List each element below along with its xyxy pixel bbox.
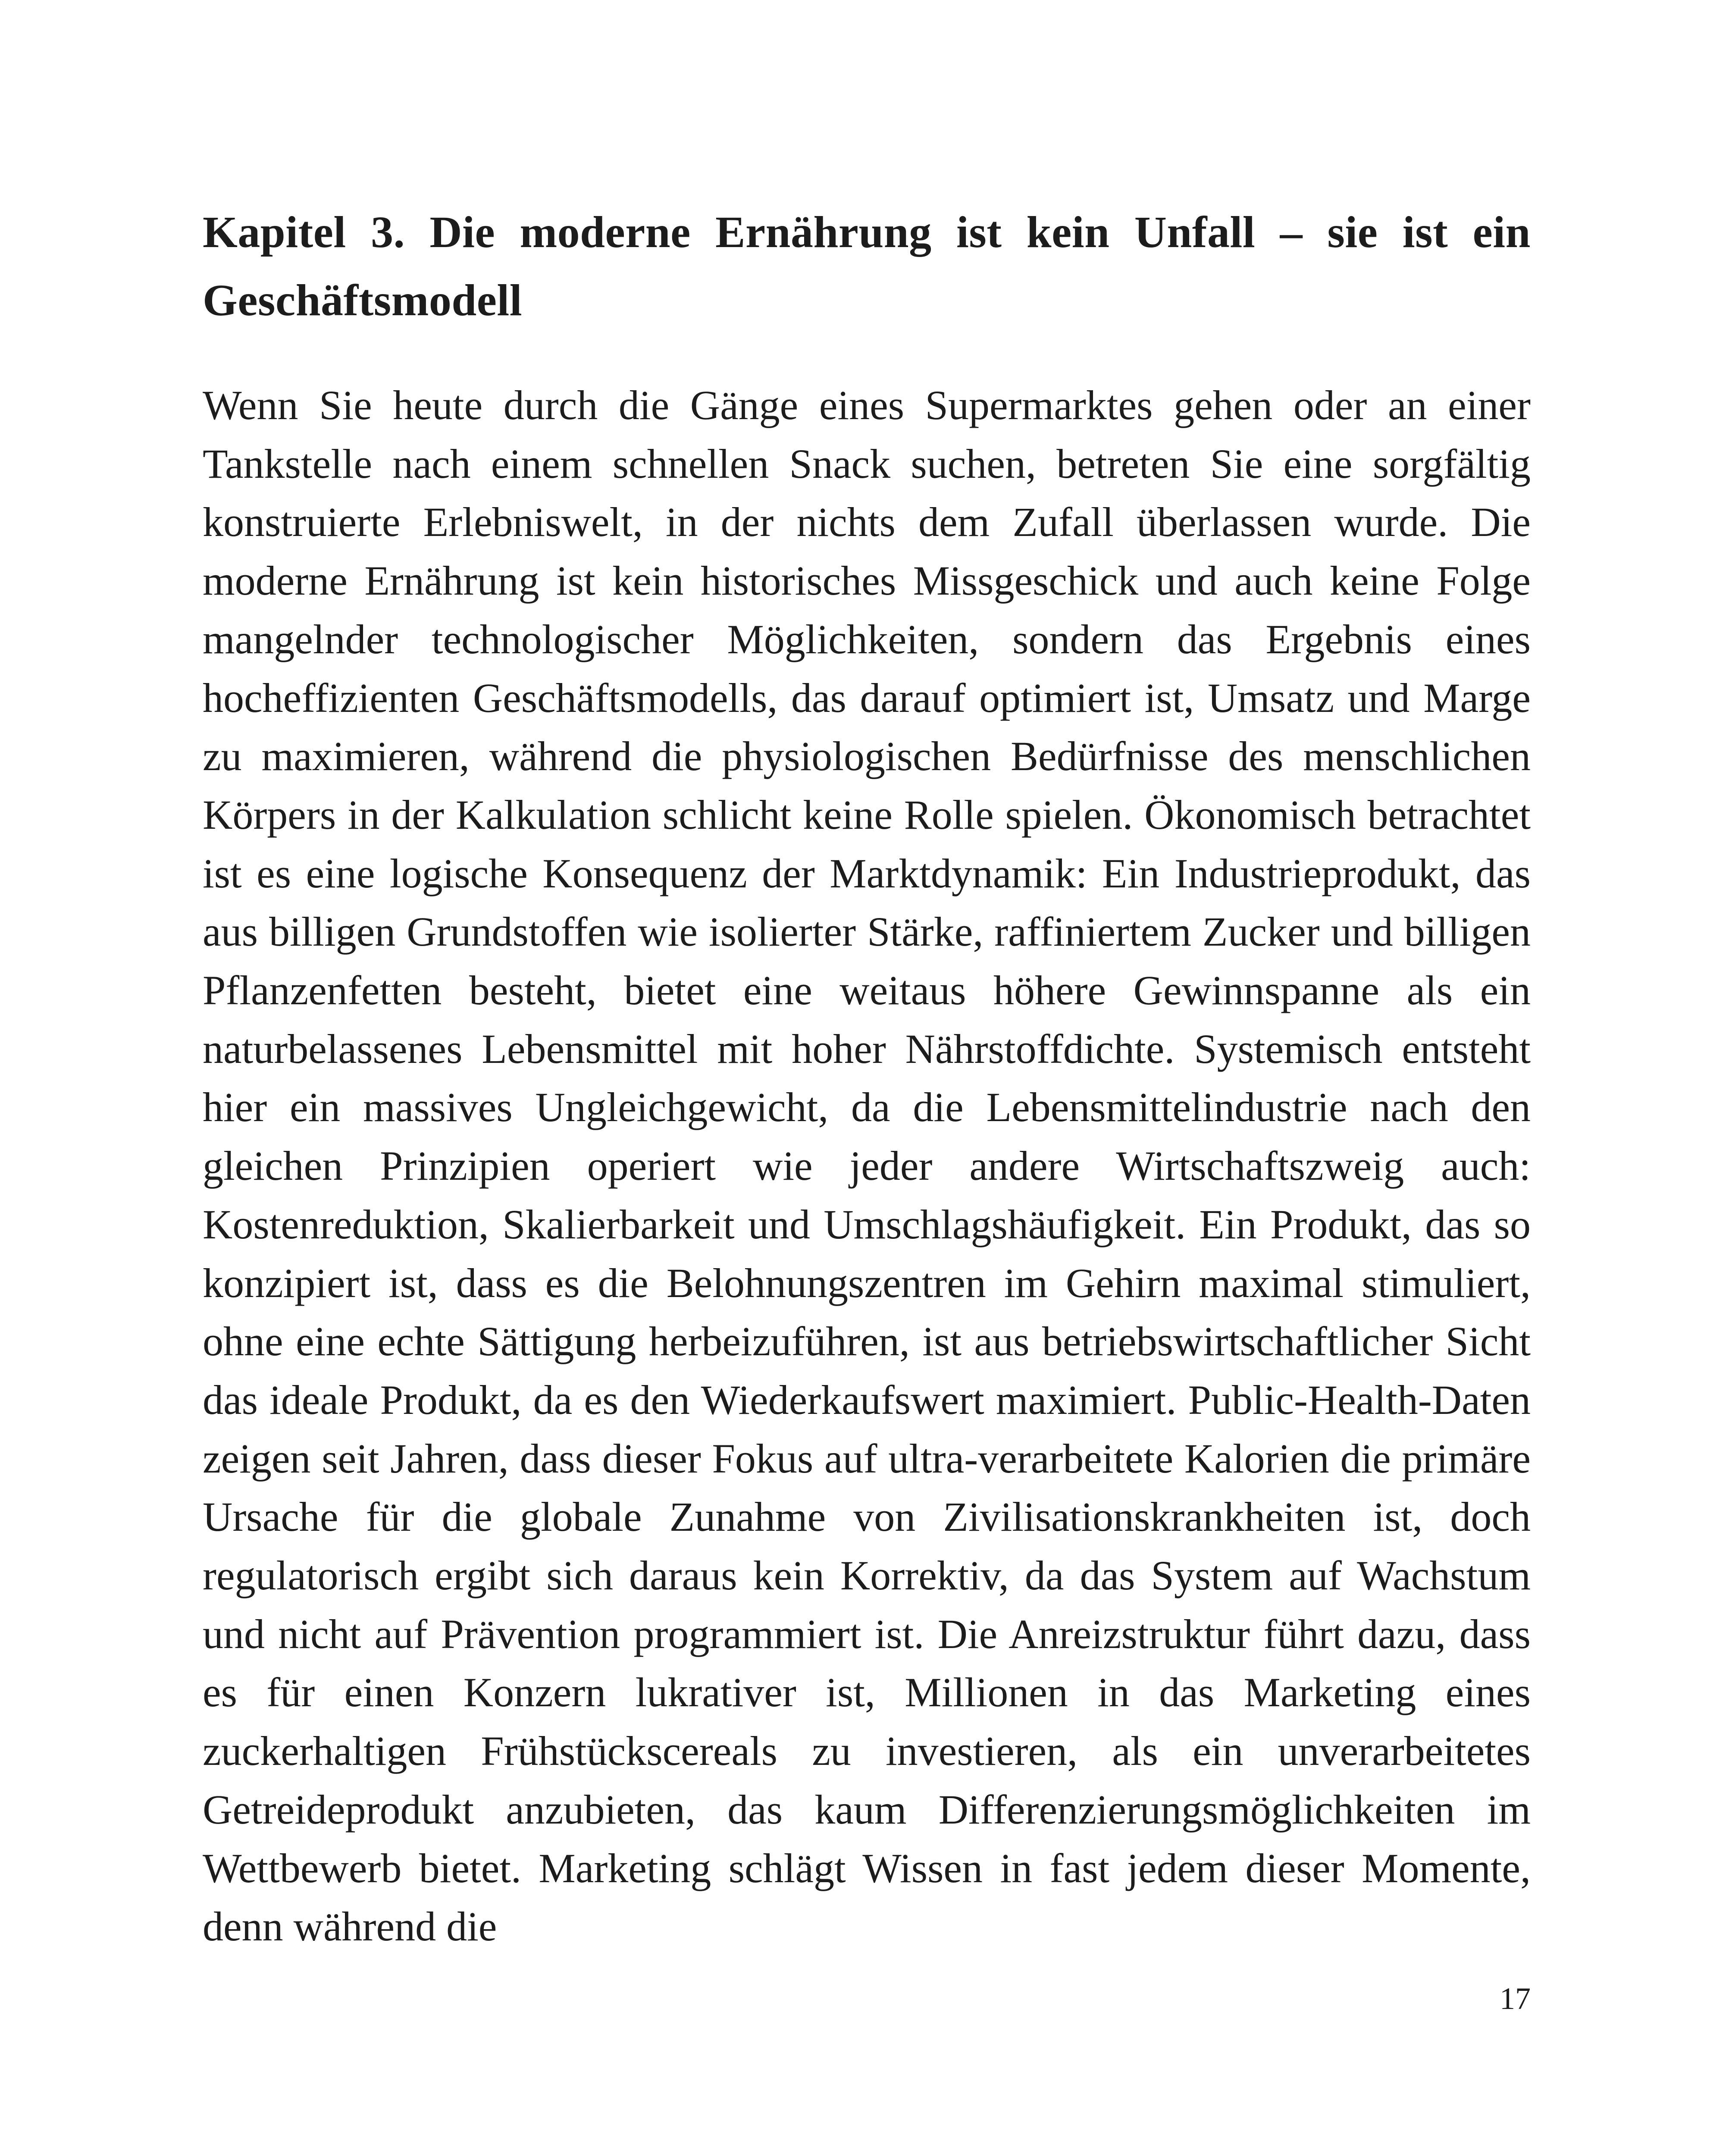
page-number: 17 [1500,1981,1531,2016]
body-paragraph: Wenn Sie heute durch die Gänge eines Supermarktes gehen oder an einer Tankstelle nach einem schnellen Snack suchen, betreten Sie eine sorgfältig konstruierte Erlebniswelt, in der nichts dem Zufall überlassen wurde. Die moderne Ernährung ist kein historisches Missgeschick und auch keine Folge mangelnder technologischer Möglichkeiten, sondern das Ergebnis eines hocheffizienten Geschäftsmodells, das darauf optimiert ist, Umsatz und Marge zu maximieren, während die physiologischen Bedürfnisse des menschlichen Körpers in der Kalkulation schlicht keine Rolle spielen. Ökonomisch betrachtet ist es eine logische Konsequenz der Marktdynamik: Ein Industrieprodukt, das aus billigen Grundstoffen wie isolierter Stärke, raffiniertem Zucker und billigen Pflanzenfetten besteht, bietet eine weitaus höhere Gewinnspanne als ein naturbelassenes Lebensmittel mit hoher Nährstoffdichte. Systemisch entsteht hier ein massives Ungleichgewicht, da die Lebensmittelindustrie nach den gleichen Prinzipien operiert wie jeder andere Wirtschaftszweig auch: Kostenreduktion, Skalierbarkeit und Umschlagshäufigkeit. Ein Produkt, das so konzipiert ist, dass es die Belohnungszentren im Gehirn maximal stimuliert, ohne eine echte Sättigung herbeizuführen, ist aus betriebswirtschaftlicher Sicht das ideale Produkt, da es den Wiederkaufswert maximiert. Public-Health-Daten zeigen seit Jahren, dass dieser Fokus auf ultra-verarbeitete Kalorien die primäre Ursache für die globale Zunahme von Zivilisationskrankheiten ist, doch regulatorisch ergibt sich daraus kein Korrektiv, da das System auf Wachstum und nicht auf Prävention programmiert ist. Die Anreizstruktur führt dazu, dass es für einen Konzern lukrativer ist, Millionen in das Marketing eines zuckerhaltigen Frühstückscereals zu investieren, als ein unverarbeitetes Getreideprodukt anzubieten, das kaum Differenzierungsmöglichkeiten im Wettbewerb bietet. Marketing schlägt Wissen in fast jedem dieser Momente, denn während die [203,382,1531,1950]
chapter-title: Kapitel 3. Die moderne Ernährung ist kein Unfall – sie ist ein Geschäftsmodell [203,207,1531,325]
page-content [203,198,1531,1956]
